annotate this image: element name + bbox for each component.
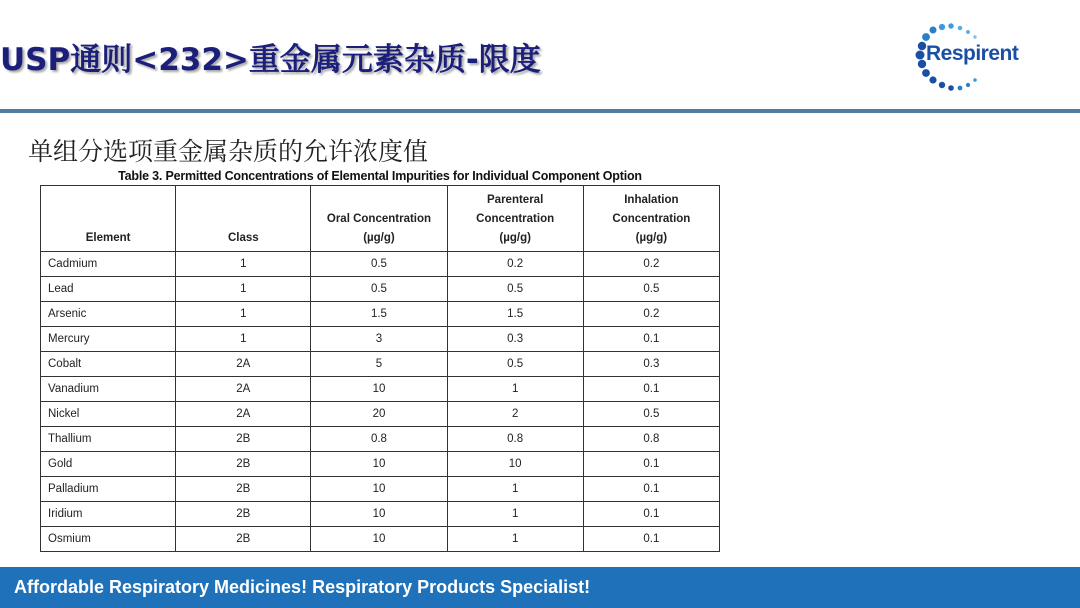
title-divider — [0, 109, 1080, 113]
cell-element: Lead — [41, 277, 176, 302]
cell-parenteral: 2 — [447, 402, 583, 427]
cell-parenteral: 0.3 — [447, 327, 583, 352]
cell-class: 1 — [176, 302, 311, 327]
cell-parenteral: 1 — [447, 502, 583, 527]
header-inhalation — [583, 186, 719, 252]
cell-element: Nickel — [41, 402, 176, 427]
header-parenteral-line2: Concentration — [476, 213, 555, 225]
cell-parenteral: 1.5 — [447, 302, 583, 327]
table-row — [41, 477, 720, 502]
cell-inhalation: 0.2 — [583, 302, 719, 327]
cell-parenteral: 1 — [447, 377, 583, 402]
table-row — [41, 352, 720, 377]
cell-inhalation: 0.1 — [583, 377, 719, 402]
cell-oral: 0.5 — [311, 277, 447, 302]
cell-oral: 10 — [311, 502, 447, 527]
table-row — [41, 377, 720, 402]
header-class: Class — [176, 186, 311, 252]
cell-oral: 0.5 — [311, 252, 447, 277]
cell-inhalation: 0.1 — [583, 477, 719, 502]
cell-element: Palladium — [41, 477, 176, 502]
cell-oral: 10 — [311, 377, 447, 402]
cell-oral: 1.5 — [311, 302, 447, 327]
cell-class: 1 — [176, 327, 311, 352]
permitted-concentrations-table — [40, 185, 720, 552]
cell-class: 2A — [176, 377, 311, 402]
cell-parenteral: 1 — [447, 477, 583, 502]
cell-class: 1 — [176, 277, 311, 302]
cell-oral: 10 — [311, 477, 447, 502]
header-inhalation-line2: Concentration — [612, 213, 691, 225]
cell-inhalation: 0.1 — [583, 452, 719, 477]
table-row — [41, 327, 720, 352]
cell-element: Arsenic — [41, 302, 176, 327]
cell-element: Osmium — [41, 527, 176, 552]
table-row — [41, 452, 720, 477]
cell-class: 2B — [176, 452, 311, 477]
table-caption: Table 3. Permitted Concentrations of Elemental Impurities for Individual Component Option — [118, 169, 642, 183]
header-parenteral-line3: (µg/g) — [499, 232, 531, 244]
header-element: Element — [41, 186, 176, 252]
cell-oral: 3 — [311, 327, 447, 352]
table-header-row — [41, 186, 720, 252]
cell-parenteral: 0.2 — [447, 252, 583, 277]
cell-parenteral: 1 — [447, 527, 583, 552]
cell-parenteral: 0.5 — [447, 277, 583, 302]
cell-oral: 10 — [311, 452, 447, 477]
table-row — [41, 277, 720, 302]
table-row — [41, 502, 720, 527]
cell-class: 2B — [176, 477, 311, 502]
cell-class: 2A — [176, 402, 311, 427]
cell-inhalation: 0.3 — [583, 352, 719, 377]
table-body — [41, 252, 720, 552]
cell-parenteral: 10 — [447, 452, 583, 477]
table-row — [41, 427, 720, 452]
cell-element: Gold — [41, 452, 176, 477]
cell-oral: 20 — [311, 402, 447, 427]
header-inhalation-line3: (µg/g) — [635, 232, 668, 244]
cell-inhalation: 0.1 — [583, 502, 719, 527]
cell-parenteral: 0.8 — [447, 427, 583, 452]
cell-parenteral: 0.5 — [447, 352, 583, 377]
cell-oral: 5 — [311, 352, 447, 377]
slide-title: USP通则<232>重金属元素杂质-限度 — [0, 42, 541, 78]
table-row — [41, 252, 720, 277]
footer-slogan: Affordable Respiratory Medicines! Respiratory Products Specialist! — [14, 577, 591, 597]
cell-element: Thallium — [41, 427, 176, 452]
cell-element: Vanadium — [41, 377, 176, 402]
respirent-logo — [900, 22, 1030, 94]
table-row — [41, 302, 720, 327]
cell-inhalation: 0.8 — [583, 427, 719, 452]
cell-class: 2B — [176, 427, 311, 452]
cell-inhalation: 0.1 — [583, 327, 719, 352]
cell-inhalation: 0.5 — [583, 277, 719, 302]
header-oral — [311, 186, 447, 252]
cell-oral: 10 — [311, 527, 447, 552]
header-parenteral-line1: Parenteral — [487, 194, 544, 206]
cell-oral: 0.8 — [311, 427, 447, 452]
slide-subtitle: 单组分选项重金属杂质的允许浓度值 — [28, 137, 429, 166]
cell-inhalation: 0.2 — [583, 252, 719, 277]
cell-element: Cadmium — [41, 252, 176, 277]
cell-class: 2B — [176, 527, 311, 552]
footer-bar — [0, 567, 1080, 608]
cell-element: Cobalt — [41, 352, 176, 377]
header-oral-line2: (µg/g) — [363, 232, 395, 244]
cell-element: Iridium — [41, 502, 176, 527]
table-row — [41, 402, 720, 427]
cell-class: 1 — [176, 252, 311, 277]
cell-class: 2B — [176, 502, 311, 527]
header-oral-line1: Oral Concentration — [326, 213, 432, 225]
cell-inhalation: 0.1 — [583, 527, 719, 552]
header-parenteral — [447, 186, 583, 252]
cell-class: 2A — [176, 352, 311, 377]
table-row — [41, 527, 720, 552]
cell-element: Mercury — [41, 327, 176, 352]
header-inhalation-line1: Inhalation — [624, 194, 679, 206]
cell-inhalation: 0.5 — [583, 402, 719, 427]
logo-text: Respirent — [926, 42, 1019, 65]
